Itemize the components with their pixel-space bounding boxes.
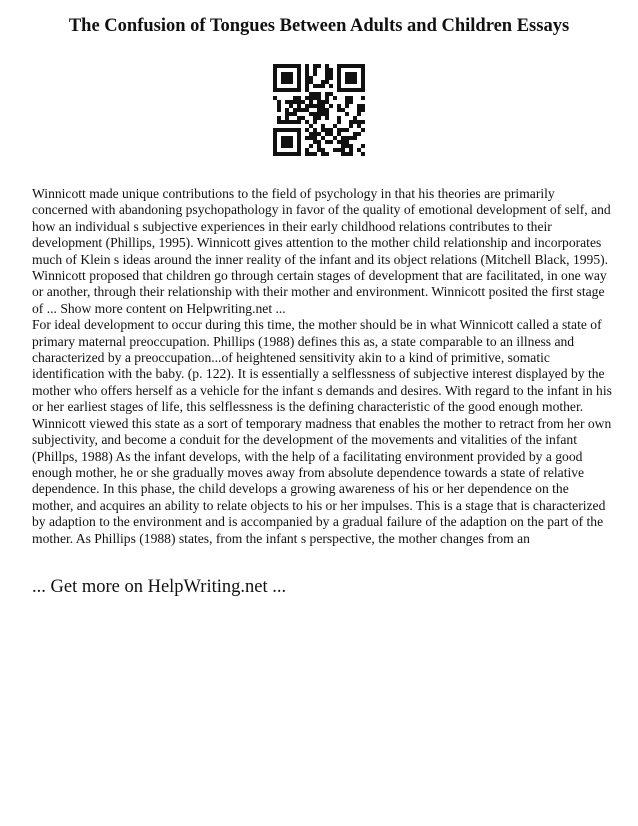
essay-paragraph-2: For ideal development to occur during this time, the mother should be in what Winnicott called a state of primary maternal preoccupation. Phillips (1988) defines this as, a state comparable to an illness and characterized by a preoccupation...of heightened sensitivity akin to a kind of primitive, somatic identification with the baby. (p. 122). It is essentially a selflessness of subjective interest displayed by the mother who offers herself as a vehicle for the infant s demands and desires. With regard to the infant in his or her earliest stages of life, this selflessness is the defining characteristic of the good enough mother. Winnicott viewed this state as a sort of temporary madness that enables the mother to retract from her own subjectivity, and become a conduit for the development of the movements and vitalities of the infant (Phillps, 1988) As the infant develops, with the help of a facilitating environment provided by a good enough mother, he or she gradually moves away from absolute dependence towards a state of relative dependence. In this phase, the child develops a growing awareness of his or her dependence on the mother, and acquires an ability to relate objects to his or her impulses. This is a stage that is characterized by adaption to the environment and is accompanied by a gradual failure of the adaption on the part of the mother. As Phillips (1988) states, from the infant s perspective, the mother changes from an	[32, 317, 612, 546]
qr-code-icon[interactable]	[273, 64, 365, 156]
document-title: The Confusion of Tongues Between Adults and Children Essays	[68, 16, 570, 36]
qr-code-graphic	[273, 64, 365, 156]
get-more-link[interactable]: ... Get more on HelpWriting.net ...	[32, 577, 287, 597]
essay-paragraph-1: Winnicott made unique contributions to the field of psychology in that his theories are primarily concerned with abandoning psychopathology in favor of the quality of emotional development of self, and how an individual s subjective experiences in their early childhood relations contributes to their development (Phillips, 1995). Winnicott gives attention to the mother child relationship and incorporates much of Klein s ideas around the inner reality of the infant and its object relations (Mitchell Black, 1995). Winnicott proposed that children go through certain stages of development that are facilitated, in one way or another, through their relationship with their mother and environment. Winnicott posited the first stage of ... Show more content on Helpwriting.net ...	[32, 186, 611, 316]
essay-body	[32, 186, 612, 547]
